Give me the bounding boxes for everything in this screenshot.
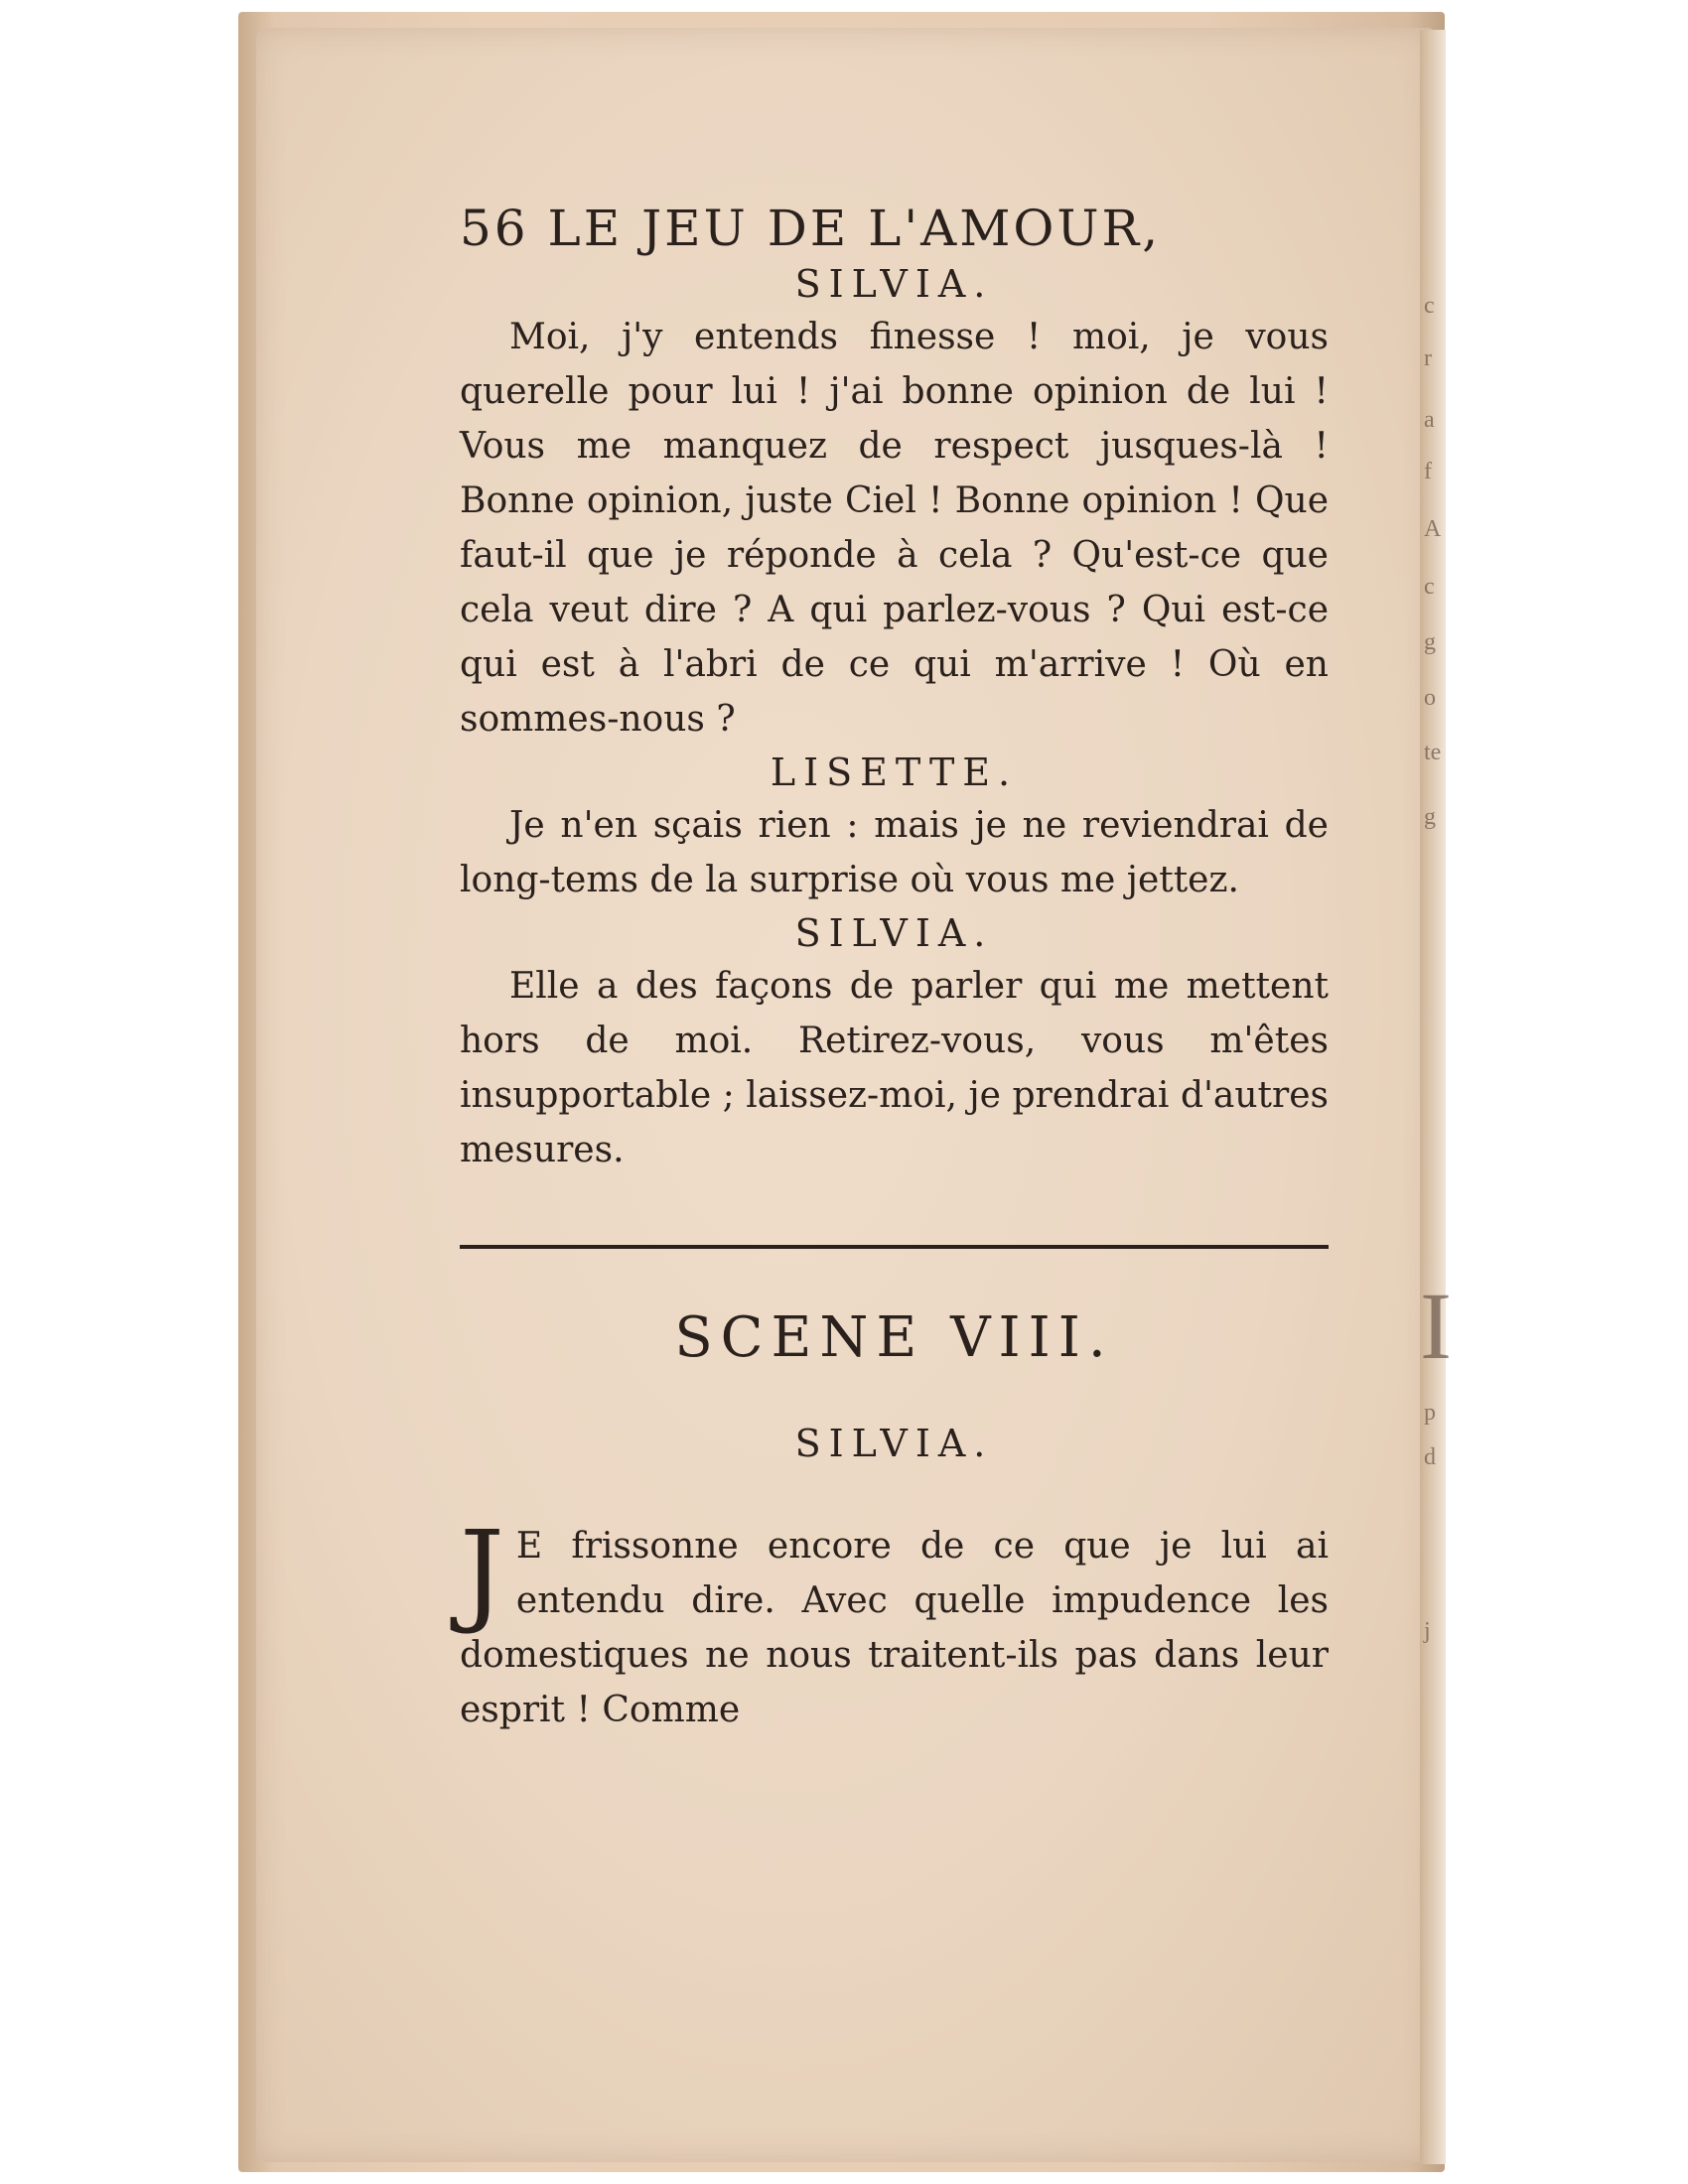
dialogue-paragraph: Elle a des façons de parler qui me mettent hors de moi. Retirez-vous, vous m'êtes insupportable ; laissez-moi, je prendrai d'autres mesures.	[460, 966, 1329, 1170]
speaker-name: SILVIA.	[794, 262, 994, 306]
monologue-paragraph	[460, 1508, 1329, 1737]
adjacent-page-fragment: I	[1420, 1273, 1452, 1379]
section-divider-rule	[460, 1245, 1329, 1249]
speaker-name: SILVIA.	[794, 911, 994, 955]
speaker-name: LISETTE.	[770, 751, 1019, 794]
adjacent-page-fragment: c	[1424, 574, 1435, 600]
scene-title: SCENE VIII.	[674, 1305, 1114, 1370]
adjacent-page-fragment: te	[1424, 740, 1442, 765]
adjacent-page-fragment: g	[1424, 629, 1436, 655]
dialogue-paragraph: Moi, j'y entends finesse ! moi, je vous querelle pour lui ! j'ai bonne opinion de lui ! Vous me manquez de respect jusques-là ! Bonne opinion, juste Ciel ! Bonne opinion ! Que faut-il que je réponde à cela ? Qu'est-ce que cela veut dire ? A qui parlez-vous ? Qui est-ce qui est à l'abri de ce qui m'arrive ! Où en sommes-nous ?	[460, 317, 1329, 740]
page-text	[460, 199, 1329, 1773]
adjacent-page-fragment: A	[1424, 516, 1442, 542]
adjacent-page-fragment: a	[1424, 407, 1435, 433]
adjacent-page-fragment: p	[1424, 1400, 1436, 1426]
adjacent-page-fragment: d	[1424, 1444, 1436, 1470]
adjacent-page-fragment: o	[1424, 685, 1436, 711]
monologue-text: E frissonne encore de ce que je lui ai entendu dire. Avec quelle impudence les domestiques ne nous traitent-ils pas dans leur esprit ! Comme	[460, 1526, 1329, 1730]
adjacent-page-fragment: j	[1424, 1618, 1431, 1644]
drop-cap-letter: J	[460, 1508, 504, 1637]
running-head: 56 LE JEU DE L'AMOUR,	[460, 200, 1162, 257]
speaker-name: SILVIA.	[794, 1422, 994, 1465]
adjacent-page-edge	[1420, 30, 1452, 2164]
dialogue-paragraph: Je n'en sçais rien : mais je ne reviendrai de long-tems de la surprise où vous me jettez.	[460, 805, 1329, 900]
adjacent-page-fragment: r	[1424, 345, 1432, 371]
adjacent-page-fragment: g	[1424, 804, 1436, 830]
adjacent-page-fragment: f	[1424, 459, 1432, 484]
adjacent-page-fragment: c	[1424, 293, 1435, 319]
